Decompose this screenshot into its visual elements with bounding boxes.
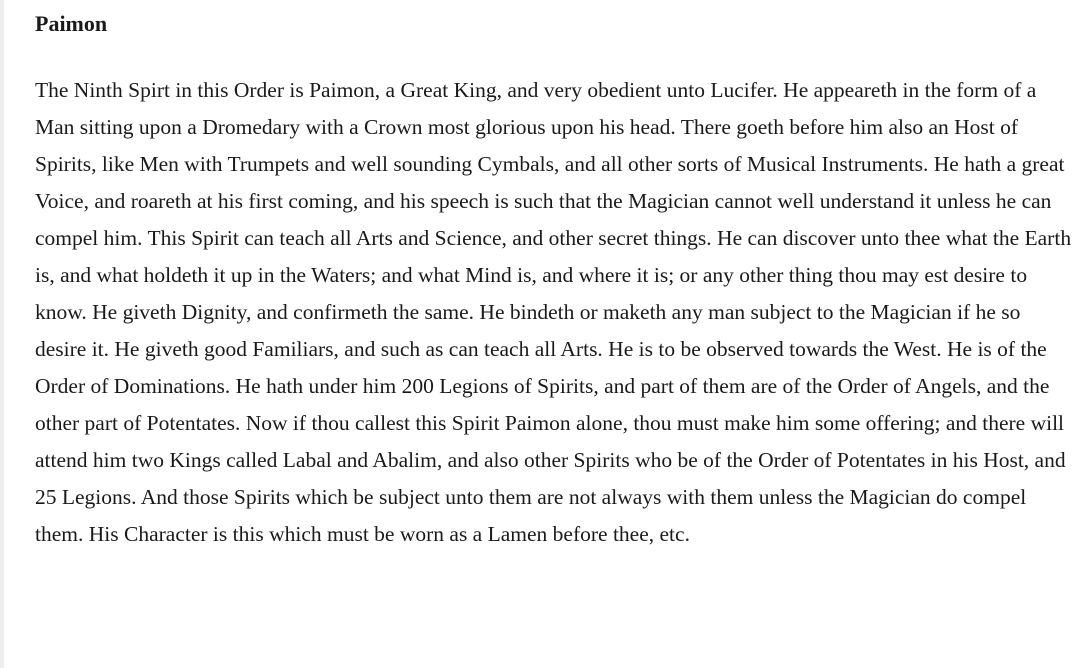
left-border-rule (0, 0, 4, 668)
article (35, 8, 1075, 553)
article-title: Paimon (35, 11, 108, 36)
article-body: The Ninth Spirt in this Order is Paimon, a Great King, and very obedient unto Lucifer. He appeareth in the form of a Man sitting upon a Dromedary with a Crown most glorious upon his head. There goeth before him also an Host of Spirits, like Men with Trumpets and well sounding Cymbals, and all other sorts of Musical Instruments. He hath a great Voice, and roareth at his first coming, and his speech is such that the Magician cannot well understand it unless he can compel him. This Spirit can teach all Arts and Science, and other secret things. He can discover unto thee what the Earth is, and what holdeth it up in the Waters; and what Mind is, and where it is; or any other thing thou may est desire to know. He giveth Dignity, and confirmeth the same. He bindeth or maketh any man subject to the Magician if he so desire it. He giveth good Familiars, and such as can teach all Arts. He is to be observed towards the West. He is of the Order of Dominations. He hath under him 200 Legions of Spirits, and part of them are of the Order of Angels, and the other part of Potentates. Now if thou callest this Spirit Paimon alone, thou must make him some offering; and there will attend him two Kings called Labal and Abalim, and also other Spirits who be of the Order of Potentates in his Host, and 25 Legions. And those Spirits which be subject unto them are not always with them unless the Magician do compel them. His Character is this which must be worn as a Lamen before thee, etc. (35, 78, 1072, 546)
